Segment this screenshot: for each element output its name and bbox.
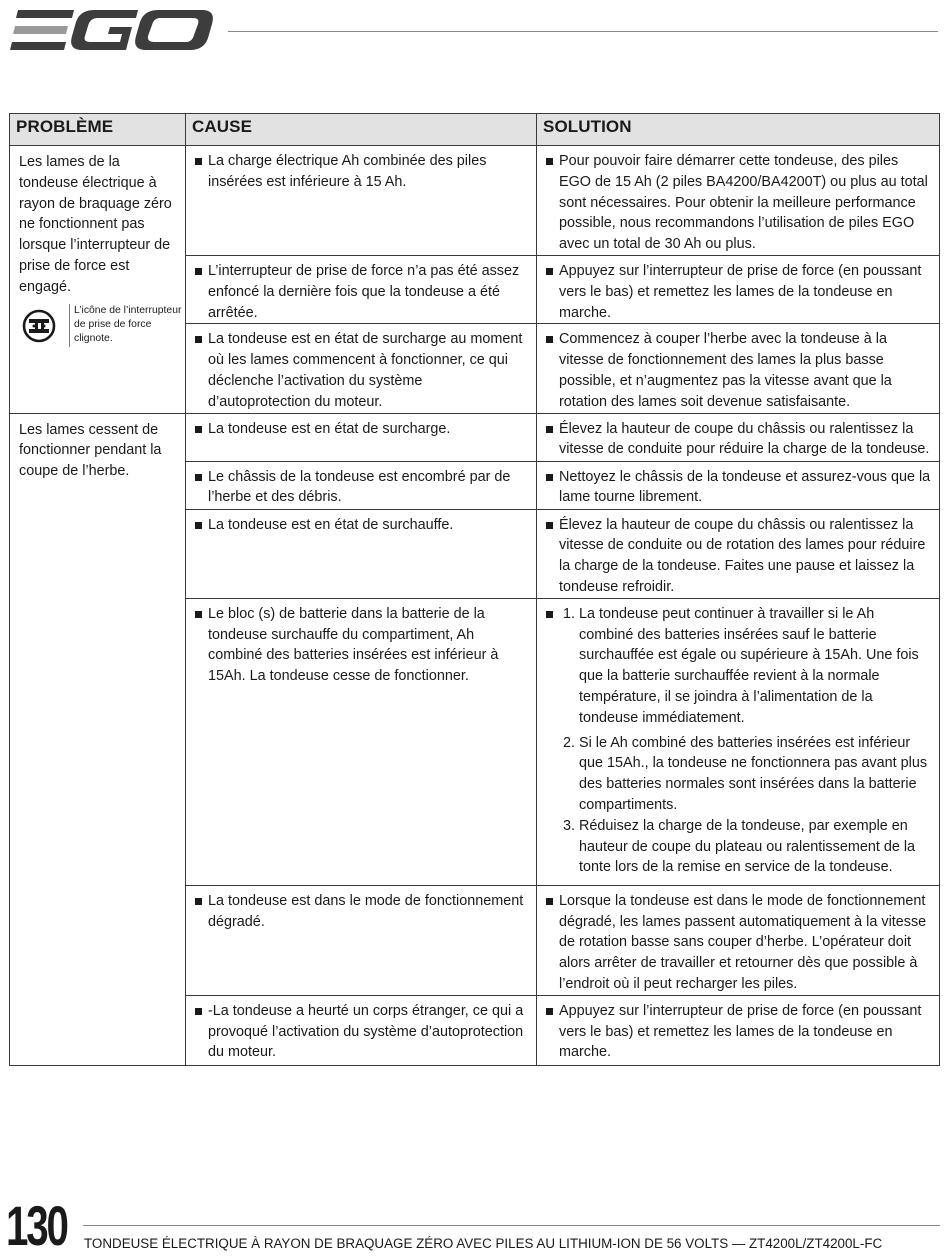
- solution-numbered-list: [537, 604, 939, 878]
- problem-text: Les lames de la tondeuse électrique à rayon de braquage zéro ne fonctionnent pas lorsque l’interrupteur de prise de force est engagé.: [19, 154, 172, 295]
- cause-cell: [186, 509, 537, 598]
- cause-text: -La tondeuse a heurté un corps étranger, ce qui a provoqué l’activation du système d’autoprotection du moteur.: [208, 1002, 524, 1061]
- pto-indicator: [10, 304, 185, 347]
- cause-text: La tondeuse est en état de surcharge.: [208, 420, 451, 437]
- solution-text: Appuyez sur l’interrupteur de prise de force (en poussant vers le bas) et remettez les lames de la tondeuse en marche.: [559, 263, 922, 321]
- cause-text: La tondeuse est dans le mode de fonctionnement dégradé.: [208, 892, 524, 930]
- bullet: [546, 426, 553, 433]
- bullet: [546, 1008, 553, 1015]
- bullet: [546, 898, 553, 905]
- problem-cell: [10, 413, 186, 1065]
- table-header-row: [10, 114, 940, 146]
- cause-text: La tondeuse est en état de surchauffe.: [208, 516, 454, 533]
- cause-cell: [186, 324, 537, 413]
- list-item: [537, 604, 939, 729]
- solution-cell: [537, 885, 940, 995]
- page-number: 130: [6, 1194, 67, 1257]
- logo-g: [71, 10, 138, 50]
- table-row: [10, 413, 940, 461]
- bullet: [546, 336, 553, 343]
- bullet: [195, 898, 202, 905]
- solution-cell: [537, 256, 940, 324]
- solution-text: Élevez la hauteur de coupe du châssis ou ralentissez la vitesse de conduite pour réduire la charge de la tondeuse.: [559, 420, 930, 458]
- bullet: [195, 158, 202, 165]
- bullet: [195, 268, 202, 275]
- solution-cell: [537, 461, 940, 509]
- solution-text: Élevez la hauteur de coupe du châssis ou ralentissez la vitesse de conduite ou de rotation des lames pour réduire la charge de la tondeuse. Faites une pause et laissez la tondeuse refroidir.: [559, 516, 926, 595]
- logo-e-bar-bottom: [10, 42, 66, 50]
- footer-rule: [83, 1225, 940, 1226]
- bullet: [546, 474, 553, 481]
- list-number: 3.: [563, 817, 576, 834]
- solution-text: Pour pouvoir faire démarrer cette tondeuse, des piles EGO de 15 Ah (2 piles BA4200/BA4200T) ou plus au total sont nécessaires. Pour obtenir la meilleure performance possible, nous recommandons l’utilisation de piles EGO avec un total de 30 Ah ou plus.: [559, 153, 928, 253]
- header-cause: CAUSE: [186, 114, 537, 146]
- solution-text: Nettoyez le châssis de la tondeuse et assurez-vous que la lame tourne librement.: [559, 468, 931, 506]
- problem-text: Les lames cessent de fonctionner pendant la coupe de l’herbe.: [19, 421, 162, 480]
- cause-text: L’interrupteur de prise de force n’a pas été assez enfoncé la dernière fois que la tondeuse a été arrêtée.: [208, 263, 520, 321]
- cause-text: La charge électrique Ah combinée des piles insérées est inférieure à 15 Ah.: [208, 153, 487, 190]
- cause-cell: [186, 256, 537, 324]
- solution-cell: [537, 413, 940, 461]
- cause-cell: [186, 995, 537, 1065]
- header-problem: PROBLÈME: [10, 114, 186, 146]
- cause-text: Le châssis de la tondeuse est encombré par de l’herbe et des débris.: [208, 468, 511, 506]
- solution-cell: [537, 598, 940, 885]
- header-rule: [228, 31, 938, 32]
- problem-cell: [10, 146, 186, 414]
- logo-o: [135, 10, 213, 50]
- bullet: [195, 522, 202, 529]
- pto-icon-note: L’icône de l’interrupteur de prise de force clignote.: [69, 304, 184, 347]
- logo-e-bar-top: [16, 10, 74, 18]
- bullet: [195, 426, 202, 433]
- list-text: La tondeuse peut continuer à travailler si le Ah combiné des batteries insérées sauf le batterie surchauffée est égale ou supérieure à 15Ah. Une fois que la batterie surchauffée revient à la normale température, il se joindra à l’alimentation de la tondeuse immédiatement.: [579, 605, 919, 726]
- bullet: [546, 522, 553, 529]
- list-item: [537, 816, 939, 878]
- footer-title: TONDEUSE ÉLECTRIQUE À RAYON DE BRAQUAGE ZÉRO AVEC PILES AU LITHIUM-ION DE 56 VOLTS — ZT4200L/ZT4200L-FC: [84, 1236, 883, 1251]
- cause-cell: [186, 598, 537, 885]
- header-solution: SOLUTION: [537, 114, 940, 146]
- pto-switch-icon: [22, 309, 56, 343]
- table-row: [10, 146, 940, 256]
- cause-cell: [186, 146, 537, 256]
- troubleshooting-table: [9, 113, 940, 1066]
- solution-text: Lorsque la tondeuse est dans le mode de fonctionnement dégradé, les lames passent automatiquement à la vitesse de rotation basse sans couper d’herbe. L’opérateur doit alors arrêter de travailler et retourner dès que possible à l’endroit où il peut recharger les piles.: [559, 892, 927, 992]
- list-text: Si le Ah combiné des batteries insérées est inférieur que 15Ah., la tondeuse ne fonctionnera pas avant plus des batteries normales sont insérées dans la batterie compartiments.: [579, 734, 928, 813]
- cause-cell: [186, 885, 537, 995]
- list-text: Réduisez la charge de la tondeuse, par exemple en hauteur de coupe du plateau ou ralentissement de la tonte lors de la remise en service de la tondeuse.: [579, 817, 916, 876]
- bullet: [195, 474, 202, 481]
- cause-cell: [186, 461, 537, 509]
- bullet: [195, 611, 202, 618]
- solution-text: Appuyez sur l’interrupteur de prise de force (en poussant vers le bas) et remettez les lames de la tondeuse en marche.: [559, 1002, 922, 1061]
- solution-cell: [537, 146, 940, 256]
- list-number: 1.: [563, 605, 576, 622]
- bullet: [195, 1008, 202, 1015]
- solution-cell: [537, 995, 940, 1065]
- bullet: [195, 336, 202, 343]
- bullet: [546, 158, 553, 165]
- logo-e-bar-mid: [13, 26, 68, 34]
- solution-cell: [537, 509, 940, 598]
- solution-cell: [537, 324, 940, 413]
- list-item: [537, 733, 939, 816]
- cause-cell: [186, 413, 537, 461]
- cause-text: La tondeuse est en état de surcharge au moment où les lames commencent à fonctionner, ce qui déclenche l’activation du système d’autoprotection du moteur.: [208, 331, 523, 410]
- list-number: 2.: [563, 734, 576, 751]
- bullet: [546, 268, 553, 275]
- solution-text: Commencez à couper l’herbe avec la tondeuse à la vitesse de fonctionnement des lames la plus basse possible, et n’augmentez pas la vitesse avant que la rotation des lames soit devenue satisfaisante.: [559, 331, 892, 410]
- ego-logo: [10, 8, 215, 54]
- cause-text: Le bloc (s) de batterie dans la batterie de la tondeuse surchauffe du compartiment, Ah combiné des batteries insérées est inférieur à 15Ah. La tondeuse cesse de fonctionner.: [208, 605, 499, 685]
